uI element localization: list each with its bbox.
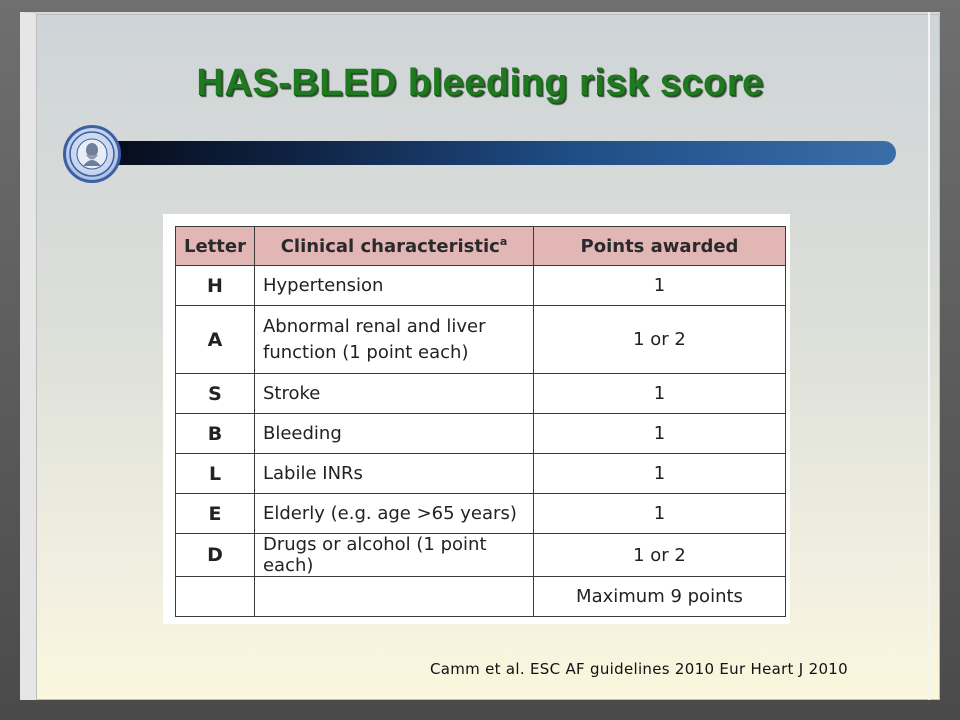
row-characteristic: Elderly (e.g. age >65 years): [254, 494, 533, 534]
row-characteristic: Abnormal renal and liver function (1 point each): [254, 306, 533, 374]
header-points: Points awarded: [533, 227, 785, 266]
citation-text: Camm et al. ESC AF guidelines 2010 Eur Heart J 2010: [430, 660, 848, 678]
society-seal-icon: [63, 125, 121, 183]
header-letter: Letter: [176, 227, 255, 266]
row-letter: E: [176, 494, 255, 534]
row-letter: S: [176, 374, 255, 414]
row-characteristic: Labile INRs: [254, 454, 533, 494]
row-letter: D: [176, 534, 255, 577]
row-points: 1: [533, 266, 785, 306]
header-characteristic-footnote: a: [499, 235, 508, 248]
row-points: Maximum 9 points: [533, 577, 785, 617]
slide-title: HAS-BLED bleeding risk score: [196, 62, 764, 104]
table-row: [176, 266, 786, 306]
table-row: [176, 374, 786, 414]
row-letter: B: [176, 414, 255, 454]
row-points: 1 or 2: [533, 534, 785, 577]
row-characteristic: Bleeding: [254, 414, 533, 454]
row-points: 1: [533, 414, 785, 454]
row-characteristic: [254, 577, 533, 617]
row-characteristic: Drugs or alcohol (1 point each): [254, 534, 533, 577]
has-bled-table-panel: [163, 214, 790, 624]
table-row: [176, 414, 786, 454]
row-points: 1: [533, 494, 785, 534]
header-characteristic: [254, 227, 533, 266]
header-characteristic-label: Clinical characteristic: [280, 236, 500, 257]
has-bled-table: [175, 226, 786, 617]
row-letter: [176, 577, 255, 617]
table-header-row: [176, 227, 786, 266]
table-row: [176, 494, 786, 534]
table-row: [176, 454, 786, 494]
row-characteristic: Stroke: [254, 374, 533, 414]
row-points: 1 or 2: [533, 306, 785, 374]
title-underline-bar: [90, 141, 896, 165]
table-row: [176, 306, 786, 374]
row-points: 1: [533, 374, 785, 414]
slide-edge: [928, 12, 930, 700]
row-letter: H: [176, 266, 255, 306]
row-letter: A: [176, 306, 255, 374]
row-letter: L: [176, 454, 255, 494]
row-points: 1: [533, 454, 785, 494]
table-row: [176, 577, 786, 617]
table-row: [176, 534, 786, 577]
row-characteristic: Hypertension: [254, 266, 533, 306]
